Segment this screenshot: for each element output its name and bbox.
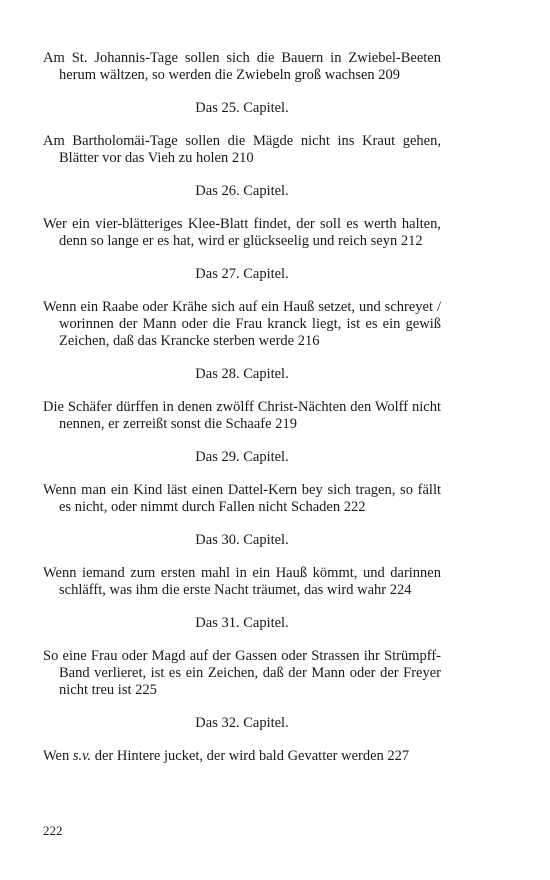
entry-text: Am Bartholomäi-Tage sollen die Mägde nicht ins Kraut gehen, Blätter vor das Vieh zu holen 210: [43, 133, 441, 166]
chapter-heading: Das 30. Capitel.: [195, 532, 289, 548]
entry-text: Wenn man ein Kind läst einen Dattel-Kern bey sich tragen, so fällt es nicht, oder nimmt durch Fallen nicht Schaden 222: [43, 482, 441, 515]
entry-text: So eine Frau oder Magd auf der Gassen oder Strassen ihr Strümpff-Band verlieret, ist es ein Zeichen, daß der Mann oder der Freyer nicht treu ist 225: [43, 648, 441, 698]
entry-text-start: Wen: [43, 748, 73, 764]
page-number: 222: [43, 823, 63, 838]
chapter-heading: Das 27. Capitel.: [195, 266, 289, 282]
entry-text: Wer ein vier-blätteriges Klee-Blatt findet, der soll es werth halten, denn so lange er es hat, wird er glückseelig und reich seyn 212: [43, 216, 441, 249]
entry-text: Die Schäfer dürffen in denen zwölff Christ-Nächten den Wolff nicht nennen, er zerreißt sonst die Schaafe 219: [43, 399, 441, 432]
entry-text-end: der Hintere jucket, der wird bald Gevatter werden 227: [91, 748, 410, 764]
chapter-heading: Das 26. Capitel.: [195, 183, 289, 199]
entry-text-italic: s.v.: [72, 748, 92, 764]
entry-text: Wenn ein Raabe oder Krähe sich auf ein Hauß setzet, und schreyet / worinnen der Mann oder die Frau kranck liegt, ist es ein gewiß Zeichen, daß das Krancke sterben werde 216: [43, 299, 441, 349]
entry-text: Am St. Johannis-Tage sollen sich die Bauern in Zwiebel-Beeten herum wältzen, so werden die Zwiebeln groß wachsen 209: [43, 50, 441, 83]
entry-text: Wenn iemand zum ersten mahl in ein Hauß kömmt, und darinnen schläfft, was ihm die erste Nacht träumet, das wird wahr 224: [43, 565, 441, 598]
chapter-heading: Das 32. Capitel.: [195, 715, 289, 731]
chapter-heading: Das 28. Capitel.: [195, 366, 289, 382]
chapter-heading: Das 31. Capitel.: [195, 615, 289, 631]
page-content: [43, 50, 441, 765]
chapter-heading: Das 29. Capitel.: [195, 449, 289, 465]
entry-text: [43, 748, 441, 765]
chapter-heading: Das 25. Capitel.: [195, 100, 289, 116]
